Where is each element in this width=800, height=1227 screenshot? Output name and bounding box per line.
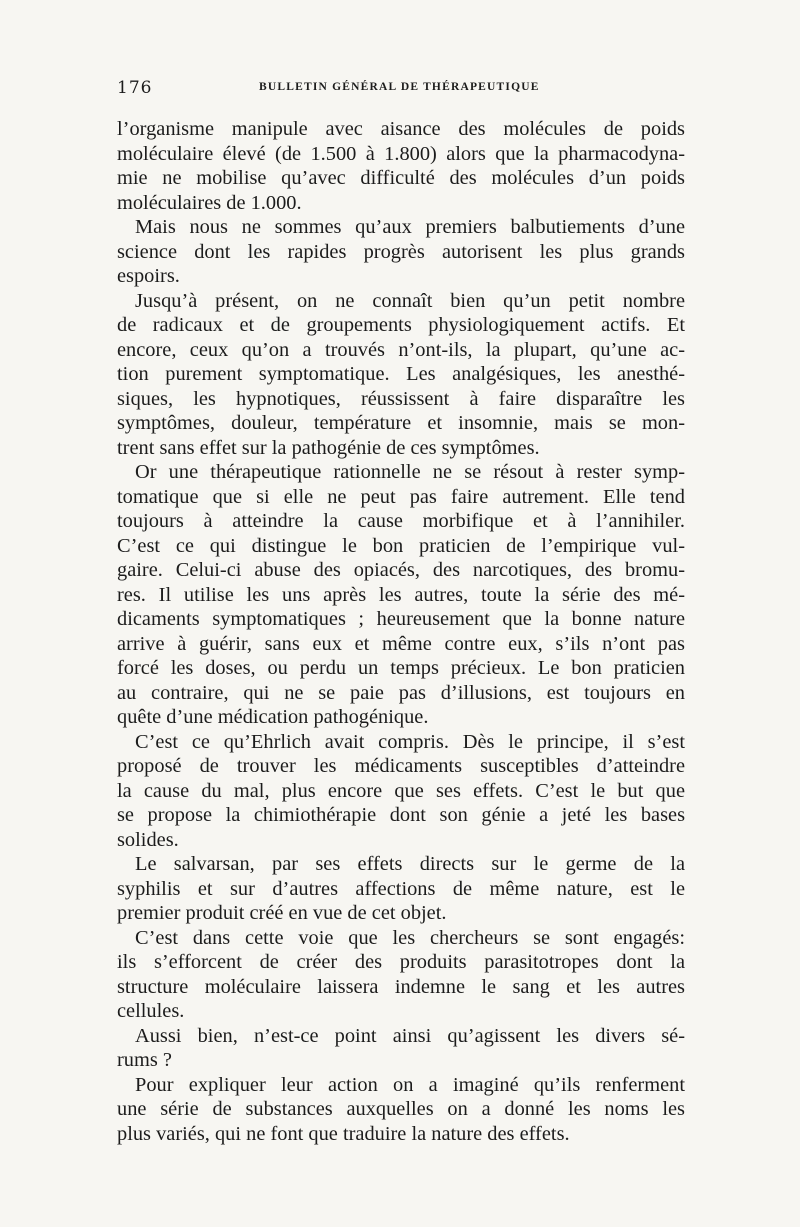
paragraph xyxy=(117,215,685,289)
text-line: Jusqu’à présent, on ne connaît bien qu’un petit nombre xyxy=(135,289,685,312)
text-line: quête d’une médication pathogénique. xyxy=(117,706,429,728)
paragraph xyxy=(117,730,685,853)
paragraph xyxy=(117,1024,685,1073)
text-line: Or une thérapeutique rationnelle ne se résout à rester symp- xyxy=(135,461,685,483)
text-line: arrive à guérir, sans eux et même contre eux, s’ils n’ont pas xyxy=(117,632,685,655)
text-line: rums ? xyxy=(117,1049,172,1071)
text-line: espoirs. xyxy=(117,265,180,287)
text-line: tomatique que si elle ne peut pas faire autrement. Elle tend xyxy=(117,485,685,508)
text-line: symptômes, douleur, température et insomnie, mais se mon- xyxy=(117,412,685,434)
text-line: Aussi bien, n’est-ce point ainsi qu’agissent les divers sé- xyxy=(135,1024,685,1047)
body-text xyxy=(117,117,685,1146)
page-number: 176 xyxy=(117,78,153,98)
running-title: BULLETIN GÉNÉRAL DE THÉRAPEUTIQUE xyxy=(259,81,540,93)
text-line: une série de substances auxquelles on a donné les noms les xyxy=(117,1098,685,1120)
text-line: proposé de trouver les médicaments susceptibles d’atteindre xyxy=(117,755,685,777)
text-line: structure moléculaire laissera indemne le sang et les autres xyxy=(117,975,685,998)
text-line: science dont les rapides progrès autorisent les plus grands xyxy=(117,240,685,263)
text-line: de radicaux et de groupements physiologiquement actifs. Et xyxy=(117,314,685,336)
text-line: premier produit créé en vue de cet objet. xyxy=(117,902,447,924)
paragraph xyxy=(117,926,685,1024)
text-line: solides. xyxy=(117,828,179,851)
paragraph xyxy=(117,852,685,926)
paragraph xyxy=(117,460,685,730)
text-line: C’est ce qu’Ehrlich avait compris. Dès le principe, il s’est xyxy=(135,730,685,753)
text-line: forcé les doses, ou perdu un temps précieux. Le bon praticien xyxy=(117,657,685,679)
text-line: C’est ce qui distingue le bon praticien de l’empirique vul- xyxy=(117,534,685,557)
text-line: au contraire, qui ne se paie pas d’illusions, est toujours en xyxy=(117,681,685,704)
text-line: tion purement symptomatique. Les analgésiques, les anesthé- xyxy=(117,363,685,385)
text-line: encore, ceux qu’on a trouvés n’ont-ils, la plupart, qu’une ac- xyxy=(117,338,685,361)
text-line: Mais nous ne sommes qu’aux premiers balbutiements d’une xyxy=(135,216,685,238)
text-line: la cause du mal, plus encore que ses effets. C’est le but que xyxy=(117,779,685,802)
text-line: se propose la chimiothérapie dont son génie a jeté les bases xyxy=(117,804,685,826)
text-line: dicaments symptomatiques ; heureusement que la bonne nature xyxy=(117,608,685,630)
text-line: l’organisme manipule avec aisance des molécules de poids xyxy=(117,118,685,140)
paragraph xyxy=(117,117,685,215)
text-line: Le salvarsan, par ses effets directs sur le germe de la xyxy=(135,853,685,875)
text-line: plus variés, qui ne font que traduire la nature des effets. xyxy=(117,1122,570,1145)
text-line: toujours à atteindre la cause morbifique et à l’annihiler. xyxy=(117,510,685,532)
paragraph xyxy=(117,1073,685,1147)
text-line: res. Il utilise les uns après les autres, toute la série des mé- xyxy=(117,583,685,606)
page-header xyxy=(117,78,685,102)
text-line: C’est dans cette voie que les chercheurs se sont engagés: xyxy=(135,926,685,949)
text-line: moléculaires de 1.000. xyxy=(117,191,302,214)
text-line: trent sans effet sur la pathogénie de ces symptômes. xyxy=(117,436,540,459)
text-line: siques, les hypnotiques, réussissent à faire disparaître les xyxy=(117,387,685,410)
text-line: mie ne mobilise qu’avec difficulté des molécules d’un poids xyxy=(117,167,685,189)
text-line: ils s’efforcent de créer des produits parasitotropes dont la xyxy=(117,951,685,973)
paragraph xyxy=(117,289,685,461)
text-line: gaire. Celui-ci abuse des opiacés, des narcotiques, des bromu- xyxy=(117,559,685,581)
text-line: Pour expliquer leur action on a imaginé qu’ils renferment xyxy=(135,1073,685,1096)
text-line: syphilis et sur d’autres affections de même nature, est le xyxy=(117,877,685,900)
text-line: moléculaire élevé (de 1.500 à 1.800) alors que la pharmacodyna- xyxy=(117,142,685,165)
text-line: cellules. xyxy=(117,1000,185,1022)
